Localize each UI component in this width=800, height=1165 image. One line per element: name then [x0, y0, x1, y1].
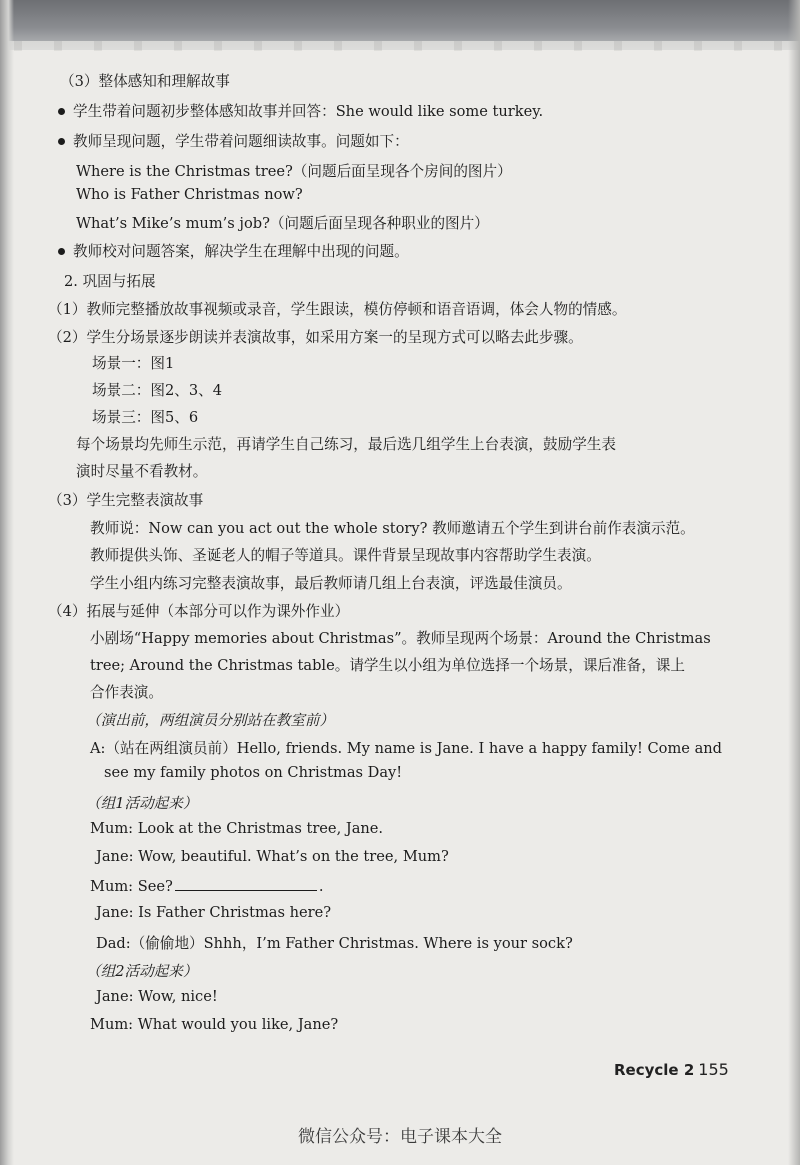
- dialogue-line: see my family photos on Christmas Day!: [104, 764, 403, 781]
- dialogue-line: Jane: Is Father Christmas here?: [96, 904, 332, 921]
- section-heading-2: 2. 巩固与拓展: [64, 273, 156, 290]
- bullet-item: [58, 100, 543, 121]
- bullet-text: 教师呈现问题，学生带着问题细读故事。问题如下：: [73, 133, 409, 150]
- bullet-text: 教师校对问题答案，解决学生在理解中出现的问题。: [73, 243, 409, 260]
- dialogue-line: Jane: Wow, nice!: [96, 988, 218, 1005]
- numbered-item: （1）教师完整播放故事视频或录音，学生跟读，模仿停顿和语音语调，体会人物的情感。: [48, 301, 627, 318]
- paragraph-line: 教师提供头饰、圣诞老人的帽子等道具。课件背景呈现故事内容帮助学生表演。: [90, 547, 601, 564]
- question-line: Where is the Christmas tree?（问题后面呈现各个房间的图片）: [76, 163, 512, 180]
- dialogue-line: Dad:（偷偷地）Shhh，I’m Father Christmas. Where is your sock?: [96, 935, 573, 952]
- paragraph-line: 每个场景均先师生示范，再请学生自己练习，最后选几组学生上台表演，鼓励学生表: [76, 436, 616, 453]
- paragraph-line: 学生小组内练习完整表演故事，最后教师请几组上台表演，评选最佳演员。: [90, 575, 572, 592]
- paragraph-line: 合作表演。: [90, 684, 163, 701]
- dialogue-line: A:（站在两组演员前）Hello, friends. My name is Jane. I have a happy family! Come and: [90, 740, 723, 757]
- fill-in-blank: [175, 876, 317, 891]
- scene-line: 场景二：图2、3、4: [92, 382, 223, 399]
- dialogue-end: .: [318, 878, 324, 895]
- stage-direction: （演出前，两组演员分别站在教室前）: [86, 712, 335, 729]
- question-line: Who is Father Christmas now?: [76, 186, 303, 203]
- unit-label: Recycle 2: [614, 1061, 695, 1079]
- numbered-item: （4）拓展与延伸（本部分可以作为课外作业）: [48, 603, 350, 620]
- stage-direction: （组2活动起来）: [86, 963, 198, 980]
- paragraph-line: 教师说：Now can you act out the whole story? 教师邀请五个学生到讲台前作表演示范。: [90, 520, 695, 537]
- watermark-text: 微信公众号：电子课本大全: [298, 1127, 502, 1147]
- question-line: What’s Mike’s mum’s job?（问题后面呈现各种职业的图片）: [76, 215, 489, 232]
- numbered-item: （3）学生完整表演故事: [48, 492, 204, 509]
- numbered-item: （2）学生分场景逐步朗读并表演故事，如采用方案一的呈现方式可以略去此步骤。: [48, 329, 583, 346]
- scene-line: 场景一：图1: [92, 355, 175, 372]
- dialogue-line: Jane: Wow, beautiful. What’s on the tree, Mum?: [96, 848, 449, 865]
- bullet-item: [58, 240, 409, 261]
- stage-direction: （组1活动起来）: [86, 795, 198, 812]
- dialogue-line: Mum: What would you like, Jane?: [90, 1016, 339, 1033]
- bullet-dot-icon: [58, 248, 65, 255]
- paragraph-line: 演时尽量不看教材。: [76, 463, 208, 480]
- page-footer: [614, 1060, 729, 1079]
- bullet-dot-icon: [58, 138, 65, 145]
- dialogue-line: Mum: Look at the Christmas tree, Jane.: [90, 820, 384, 837]
- bullet-dot-icon: [58, 108, 65, 115]
- dialogue-line-with-blank: [90, 876, 323, 895]
- scene-line: 场景三：图5、6: [92, 409, 199, 426]
- paragraph-line: tree; Around the Christmas table。请学生以小组为单位选择一个场景，课后准备，课上: [90, 657, 685, 674]
- bullet-item: [58, 130, 409, 151]
- dialogue-text: Mum: See?: [90, 878, 173, 895]
- page-number: 155: [698, 1060, 729, 1079]
- paragraph-line: 小剧场“Happy memories about Christmas”。教师呈现两个场景：Around the Christmas: [90, 630, 711, 647]
- section-heading-3: （3）整体感知和理解故事: [60, 73, 230, 90]
- bullet-text: 学生带着问题初步整体感知故事并回答：She would like some turkey.: [73, 103, 544, 120]
